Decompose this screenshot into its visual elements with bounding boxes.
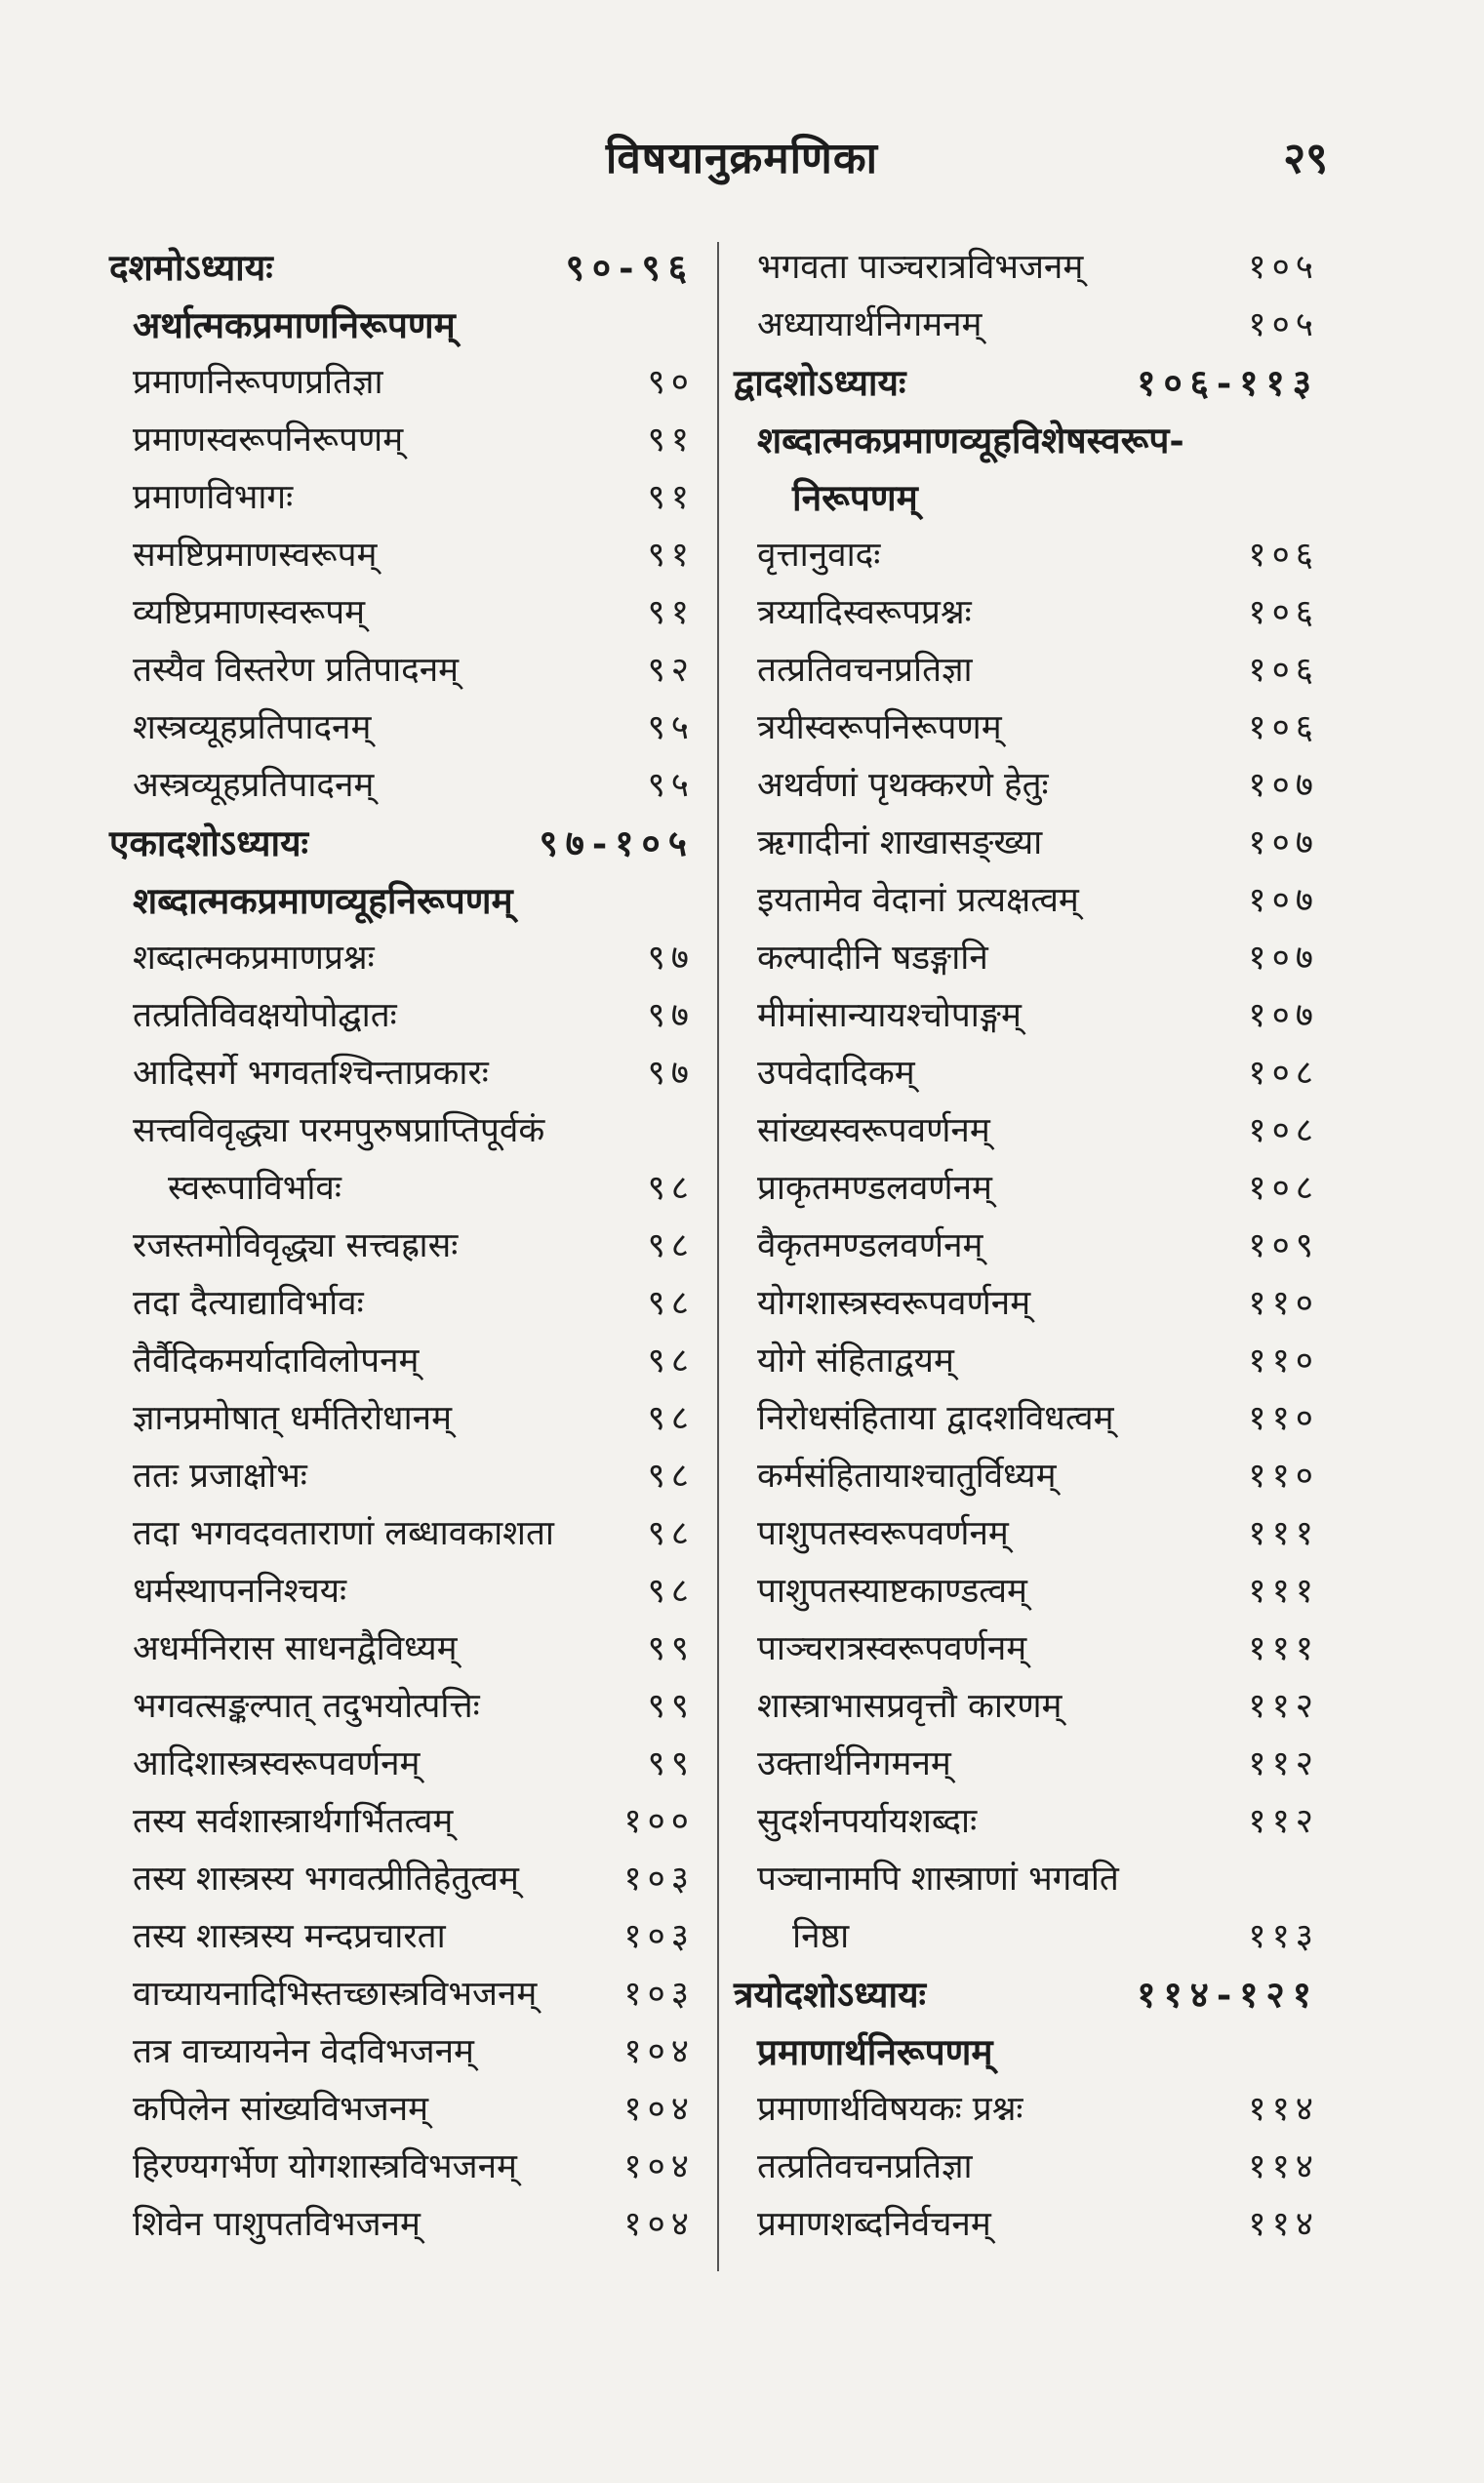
toc-entry-text: कर्मसंहितायाश्चातुर्विध्यम् xyxy=(757,1457,1057,1496)
page-ref: १०५ xyxy=(1248,248,1319,287)
toc-entry xyxy=(109,1448,695,1505)
section-heading xyxy=(109,872,695,930)
toc-entry xyxy=(109,1390,695,1448)
page-ref: ११२ xyxy=(1248,1744,1319,1783)
toc-entry xyxy=(734,642,1319,700)
toc-entry xyxy=(734,2139,1319,2196)
toc-entry-text: आदिसर्गे भगवतश्चिन्ताप्रकारः xyxy=(133,1054,489,1093)
toc-entry xyxy=(734,1505,1319,1563)
toc-entry-text: तस्य सर्वशास्त्रार्थगर्भितत्वम् xyxy=(133,1802,454,1841)
toc-entry xyxy=(109,1678,695,1736)
toc-entry xyxy=(734,930,1319,987)
chapter-heading-text: त्रयोदशोऽध्यायः xyxy=(734,1973,927,2016)
toc-entry-continuation-text: निष्ठा xyxy=(792,1917,850,1956)
toc-entry-text: तदा भगवदवताराणां लब्धावकाशता xyxy=(133,1514,554,1553)
page-ref: ११२ xyxy=(1248,1802,1319,1841)
page-ref: १०३ xyxy=(623,1917,695,1956)
page-ref: ११० xyxy=(1248,1457,1319,1496)
toc-entry-text: इयतामेव वेदानां प्रत्यक्षत्वम् xyxy=(757,881,1079,920)
toc-entry xyxy=(109,354,695,412)
toc-entry-text: उक्तार्थनिगमनम् xyxy=(757,1744,951,1783)
chapter-heading xyxy=(109,239,695,297)
toc-entry-text: शब्दात्मकप्रमाणप्रश्नः xyxy=(133,939,375,978)
page-header xyxy=(0,127,1484,205)
page-ref: ९८ xyxy=(647,1572,695,1611)
toc-entry-text: प्रमाणविभागः xyxy=(133,478,294,517)
page-ref: ९७-१०५ xyxy=(539,821,695,864)
page-ref: १०४ xyxy=(623,2147,695,2186)
page-ref: १०३ xyxy=(623,1975,695,2014)
toc-entry-text: हिरण्यगर्भेण योगशास्त्रविभजनम् xyxy=(133,2147,517,2186)
toc-entry xyxy=(734,1102,1319,1160)
toc-entry-text: वाच्यायनादिभिस्तच्छास्त्रविभजनम् xyxy=(133,1975,538,2014)
toc-entry xyxy=(734,1275,1319,1333)
toc-entry-text: पञ्चानामपि शास्त्राणां भगवति xyxy=(757,1860,1119,1899)
page-ref: १०७ xyxy=(1248,881,1319,920)
page-ref: ११४ xyxy=(1248,2090,1319,2129)
chapter-heading-text: द्वादशोऽध्यायः xyxy=(734,361,906,404)
page-ref: १०४ xyxy=(623,2032,695,2071)
toc-entry-text: प्रमाणशब्दनिर्वचनम् xyxy=(757,2205,991,2244)
toc-entry-text: अथर्वणां पृथक्करणे हेतुः xyxy=(757,766,1049,805)
section-heading-text: प्रमाणार्थनिरूपणम् xyxy=(757,2030,993,2073)
toc-entry xyxy=(734,1160,1319,1218)
toc-entry-text: सुदर्शनपर्यायशब्दाः xyxy=(757,1802,978,1841)
section-heading xyxy=(734,2023,1319,2081)
toc-entry xyxy=(734,1678,1319,1736)
page-ref: ९१ xyxy=(647,478,695,517)
page-ref: ९० xyxy=(647,363,695,402)
chapter-heading-text: दशमोऽध्यायः xyxy=(109,246,273,289)
toc-entry xyxy=(734,1736,1319,1793)
toc-entry-text: तस्य शास्त्रस्य भगवत्प्रीतिहेतुत्वम् xyxy=(133,1860,519,1899)
toc-entry xyxy=(109,1505,695,1563)
page-ref: ११४ xyxy=(1248,2205,1319,2244)
toc-entry xyxy=(109,2139,695,2196)
page-ref: १०९ xyxy=(1248,1226,1319,1265)
section-heading-text: अर्थात्मकप्रमाणनिरूपणम् xyxy=(133,303,456,346)
toc-entry xyxy=(109,584,695,642)
page-ref: १०३ xyxy=(623,1860,695,1899)
chapter-heading-text: एकादशोऽध्यायः xyxy=(109,821,309,864)
toc-entry-text: शास्त्राभासप्रवृत्तौ कारणम् xyxy=(757,1687,1063,1726)
page-ref: १०४ xyxy=(623,2090,695,2129)
toc-entry xyxy=(109,1333,695,1390)
toc-entry xyxy=(734,1448,1319,1505)
toc-entry-text: अध्यायार्थनिगमनम् xyxy=(757,305,983,344)
page-ref: ९९ xyxy=(647,1687,695,1726)
toc-entry xyxy=(734,700,1319,757)
page-ref: ९१ xyxy=(647,536,695,575)
page-ref: ११३ xyxy=(1248,1917,1319,1956)
toc-entry xyxy=(734,527,1319,584)
page-ref: ९८ xyxy=(647,1284,695,1323)
page-ref: १०६ xyxy=(1248,651,1319,690)
toc-entry-text: शस्त्रव्यूहप्रतिपादनम् xyxy=(133,708,372,747)
chapter-heading xyxy=(734,354,1319,412)
section-heading-text: शब्दात्मकप्रमाणव्यूहविशेषस्वरूप- xyxy=(757,419,1184,461)
page-ref: ९५ xyxy=(647,708,695,747)
toc-entry-text: तत्प्रतिविवक्षयोपोद्घातः xyxy=(133,996,397,1035)
toc-entry-continuation-text: स्वरूपाविर्भावः xyxy=(168,1169,341,1208)
toc-entry-text: शिवेन पाशुपतविभजनम् xyxy=(133,2205,421,2244)
page-ref: ११० xyxy=(1248,1342,1319,1381)
page-ref: ९२ xyxy=(647,651,695,690)
toc-entry xyxy=(109,700,695,757)
page-ref: १११ xyxy=(1248,1514,1319,1553)
toc-entry xyxy=(109,1851,695,1908)
chapter-heading xyxy=(109,815,695,872)
toc-entry xyxy=(109,2196,695,2254)
page-ref: १०७ xyxy=(1248,996,1319,1035)
toc-entry xyxy=(109,987,695,1045)
toc-entry xyxy=(109,412,695,469)
toc-entry xyxy=(109,469,695,527)
toc-entry xyxy=(734,1621,1319,1678)
toc-entry-text: भगवता पाञ्चरात्रविभजनम् xyxy=(757,248,1084,287)
toc-entry xyxy=(109,757,695,815)
toc-entry-text: पाशुपतस्वरूपवर्णनम् xyxy=(757,1514,1009,1553)
toc-entry-text: पाञ्चरात्रस्वरूपवर्णनम् xyxy=(757,1629,1027,1668)
toc-entry-text: तत्प्रतिवचनप्रतिज्ञा xyxy=(757,2147,973,2186)
toc-entry xyxy=(109,1102,695,1160)
toc-entry xyxy=(109,1908,695,1966)
toc-entry xyxy=(734,1390,1319,1448)
toc-entry-text: पाशुपतस्याष्टकाण्डत्वम् xyxy=(757,1572,1027,1611)
toc-entry xyxy=(109,1966,695,2023)
toc-entry xyxy=(109,1736,695,1793)
page-ref: १०४ xyxy=(623,2205,695,2244)
page-number: २९ xyxy=(1283,134,1328,183)
toc-entry xyxy=(109,1045,695,1102)
toc-entry-continuation xyxy=(109,1160,695,1218)
toc-entry-text: प्रमाणस्वरूपनिरूपणम् xyxy=(133,421,404,460)
toc-entry-text: कपिलेन सांख्यविभजनम् xyxy=(133,2090,429,2129)
toc-entry-text: सांख्यस्वरूपवर्णनम् xyxy=(757,1111,990,1150)
toc-entry xyxy=(109,2023,695,2081)
page-ref: १०७ xyxy=(1248,823,1319,862)
toc-entry xyxy=(109,527,695,584)
toc-entry xyxy=(734,1851,1319,1908)
running-title: विषयानुक्रमणिका xyxy=(605,134,879,183)
page-ref: ९८ xyxy=(647,1342,695,1381)
page-ref: ९८ xyxy=(647,1514,695,1553)
page-ref: ९१ xyxy=(647,421,695,460)
toc-entry-continuation xyxy=(734,1908,1319,1966)
page-ref: ९८ xyxy=(647,1399,695,1438)
toc-entry-text: सत्त्वविवृद्ध्या परमपुरुषप्राप्तिपूर्वकं xyxy=(133,1111,545,1150)
toc-entry xyxy=(734,2196,1319,2254)
toc-entry xyxy=(109,642,695,700)
toc-entry-text: आदिशास्त्रस्वरूपवर्णनम् xyxy=(133,1744,421,1783)
page-ref: ९७ xyxy=(647,939,695,978)
toc-entry-text: रजस्तमोविवृद्ध्या सत्त्वह्रासः xyxy=(133,1226,459,1265)
page-ref: १०० xyxy=(623,1802,695,1841)
page-ref: ९७ xyxy=(647,996,695,1035)
toc-entry xyxy=(109,2081,695,2139)
toc-entry-text: प्राकृतमण्डलवर्णनम् xyxy=(757,1169,992,1208)
toc-entry xyxy=(734,815,1319,872)
page-ref: १०६-११३ xyxy=(1137,361,1319,404)
toc-entry-text: निरोधसंहिताया द्वादशविधत्वम् xyxy=(757,1399,1114,1438)
page-ref: १०७ xyxy=(1248,939,1319,978)
toc-entry-text: मीमांसान्यायश्चोपाङ्गम् xyxy=(757,996,1022,1035)
page-ref: ९०-९६ xyxy=(565,246,695,289)
toc-entry-text: ऋगादीनां शाखासङ्ख्या xyxy=(757,823,1043,862)
toc-entry xyxy=(109,930,695,987)
toc-entry-text: प्रमाणनिरूपणप्रतिज्ञा xyxy=(133,363,383,402)
column-divider xyxy=(717,242,719,2271)
toc-entry-text: उपवेदादिकम् xyxy=(757,1054,915,1093)
page-ref: ११२ xyxy=(1248,1687,1319,1726)
toc-entry-text: धर्मस्थापननिश्चयः xyxy=(133,1572,347,1611)
toc-entry xyxy=(734,1045,1319,1102)
toc-entry-text: वैकृतमण्डलवर्णनम् xyxy=(757,1226,983,1265)
section-heading-continuation xyxy=(734,469,1319,527)
page-ref: ९७ xyxy=(647,1054,695,1093)
toc-entry xyxy=(734,2081,1319,2139)
toc-entry-text: अस्त्रव्यूहप्रतिपादनम् xyxy=(133,766,375,805)
page-ref: १११ xyxy=(1248,1629,1319,1668)
toc-entry-text: वृत्तानुवादः xyxy=(757,536,881,575)
chapter-heading xyxy=(734,1966,1319,2023)
page-ref: ९८ xyxy=(647,1169,695,1208)
toc-entry xyxy=(734,297,1319,354)
page-ref: ९८ xyxy=(647,1457,695,1496)
toc-entry xyxy=(109,1275,695,1333)
page-ref: ९१ xyxy=(647,593,695,632)
page-ref: १०६ xyxy=(1248,708,1319,747)
toc-entry xyxy=(734,1333,1319,1390)
page-ref: १०५ xyxy=(1248,305,1319,344)
toc-entry-text: समष्टिप्रमाणस्वरूपम् xyxy=(133,536,378,575)
toc-left-column xyxy=(109,239,695,2254)
page-ref: १०६ xyxy=(1248,536,1319,575)
page-ref: १०८ xyxy=(1248,1111,1319,1150)
page-ref: ११० xyxy=(1248,1284,1319,1323)
page-ref: १०७ xyxy=(1248,766,1319,805)
toc-entry-text: तस्यैव विस्तरेण प्रतिपादनम् xyxy=(133,651,460,690)
toc-entry-text: तैर्वैदिकमर्यादाविलोपनम् xyxy=(133,1342,420,1381)
toc-entry-text: ततः प्रजाक्षोभः xyxy=(133,1457,307,1496)
toc-entry xyxy=(109,1621,695,1678)
toc-entry xyxy=(734,1793,1319,1851)
toc-entry-text: तदा दैत्याद्याविर्भावः xyxy=(133,1284,364,1323)
toc-entry xyxy=(109,1218,695,1275)
page-ref: ११४-१२१ xyxy=(1137,1973,1319,2016)
toc-entry-text: व्यष्टिप्रमाणस्वरूपम् xyxy=(133,593,366,632)
page-ref: ११४ xyxy=(1248,2147,1319,2186)
toc-entry xyxy=(109,1793,695,1851)
toc-entry xyxy=(734,1218,1319,1275)
toc-entry xyxy=(734,757,1319,815)
toc-entry xyxy=(109,1563,695,1621)
toc-entry-text: तस्य शास्त्रस्य मन्दप्रचारता xyxy=(133,1917,446,1956)
page-ref: ९५ xyxy=(647,766,695,805)
section-heading-continuation-text: निरूपणम् xyxy=(792,476,918,519)
page-ref: ९९ xyxy=(647,1744,695,1783)
page-ref: १०६ xyxy=(1248,593,1319,632)
toc-entry-text: त्रय्यादिस्वरूपप्रश्नः xyxy=(757,593,972,632)
toc-right-column xyxy=(734,239,1319,2254)
toc-entry-text: भगवत्सङ्कल्पात् तदुभयोत्पत्तिः xyxy=(133,1687,480,1726)
section-heading xyxy=(109,297,695,354)
toc-entry xyxy=(734,584,1319,642)
toc-entry xyxy=(734,239,1319,297)
toc-entry-text: तत्र वाच्यायनेन वेदविभजनम् xyxy=(133,2032,474,2071)
toc-entry xyxy=(734,1563,1319,1621)
toc-entry-text: त्रयीस्वरूपनिरूपणम् xyxy=(757,708,1002,747)
toc-entry-text: योगे संहिताद्वयम् xyxy=(757,1342,954,1381)
page-ref: ९९ xyxy=(647,1629,695,1668)
toc-entry-text: ज्ञानप्रमोषात् धर्मतिरोधानम् xyxy=(133,1399,453,1438)
page-ref: १११ xyxy=(1248,1572,1319,1611)
toc-entry-text: तत्प्रतिवचनप्रतिज्ञा xyxy=(757,651,973,690)
toc-entry-text: प्रमाणार्थविषयकः प्रश्नः xyxy=(757,2090,1023,2129)
toc-entry-text: अधर्मनिरास साधनद्वैविध्यम् xyxy=(133,1629,458,1668)
toc-entry xyxy=(734,987,1319,1045)
section-heading-text: शब्दात्मकप्रमाणव्यूहनिरूपणम् xyxy=(133,879,513,922)
toc-entry-text: योगशास्त्रस्वरूपवर्णनम् xyxy=(757,1284,1031,1323)
page-ref: ९८ xyxy=(647,1226,695,1265)
section-heading xyxy=(734,412,1319,469)
page-ref: १०८ xyxy=(1248,1169,1319,1208)
page-ref: १०८ xyxy=(1248,1054,1319,1093)
toc-entry xyxy=(734,872,1319,930)
page-ref: ११० xyxy=(1248,1399,1319,1438)
toc-entry-text: कल्पादीनि षडङ्गानि xyxy=(757,939,988,978)
